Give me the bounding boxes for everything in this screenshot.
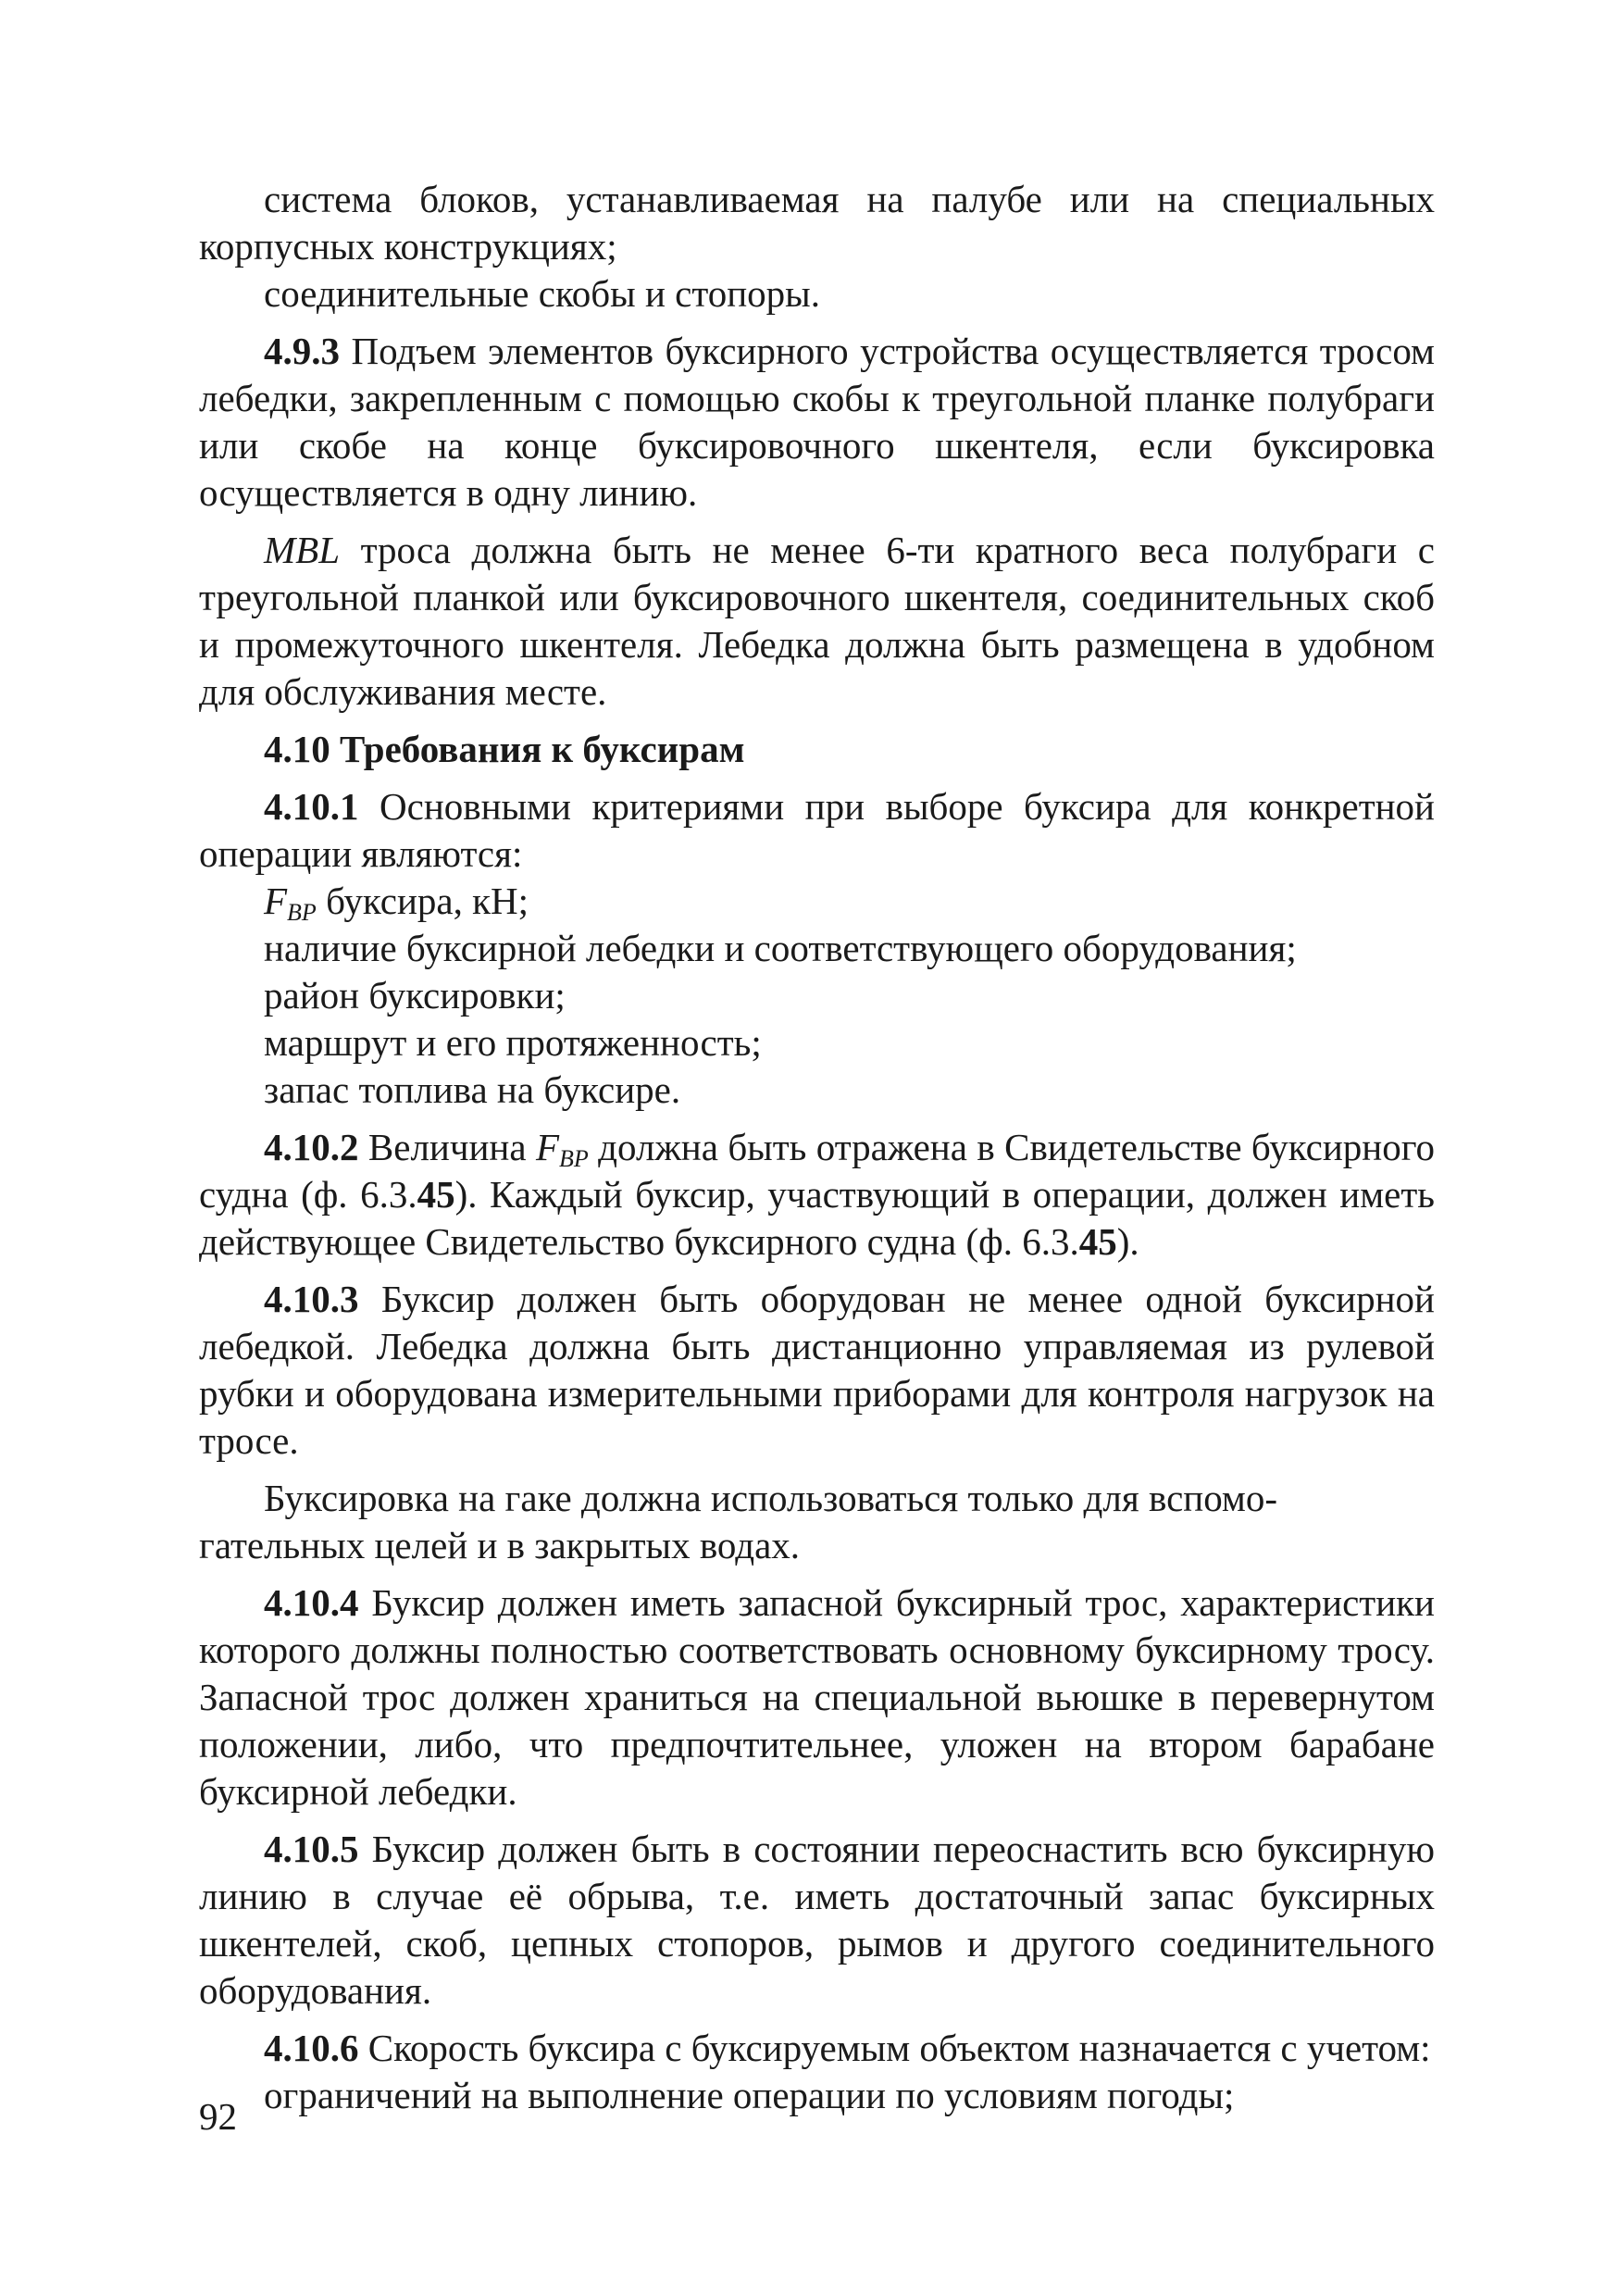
list-item-area: район буксировки; — [264, 974, 566, 1017]
clause-number: 4.10.4 — [264, 1581, 359, 1624]
clause-number: 4.9.3 — [264, 330, 340, 372]
paragraph-4-10-4 — [199, 1579, 1435, 1816]
list-item-route: маршрут и его протяженность; — [264, 1021, 762, 1064]
paragraph-line: Буксировка на гаке должна использоваться только для вспомо- — [264, 1477, 1278, 1519]
document-body — [199, 176, 1435, 2119]
paragraph-text: ). Каждый буксир, участвующий в операции, должен иметь действующее Свидетельство буксирного судна (ф. 6.3. — [199, 1173, 1435, 1263]
clause-number: 4.10.3 — [264, 1278, 359, 1320]
clause-number: 4.10.6 — [264, 2027, 359, 2069]
list-item-winch: наличие буксирной лебедки и соответствующего оборудования; — [264, 927, 1297, 969]
paragraph-line: гательных целей и в закрытых водах. — [199, 1524, 801, 1566]
section-heading-4-10: 4.10 Требования к буксирам — [264, 728, 745, 770]
paragraph-hook-towing — [199, 1475, 1435, 1569]
clause-number: 4.10.2 — [264, 1126, 359, 1168]
paragraph-text: Скорость буксира с буксируемым объектом назначается с учетом: — [358, 2027, 1431, 2069]
paragraph-text: должна быть отражена в Свидетельстве буксирного судна (ф. 6.3. — [199, 1126, 1435, 1216]
page-number: 92 — [199, 2095, 237, 2138]
paragraph-text: Буксир должен быть в состоянии переоснастить всю буксирную линию в случае её обрыва, т.е. иметь достаточный запас буксирных шкентелей, скоб, цепных стопоров, рымов и другого соединительного оборудования. — [199, 1828, 1435, 2012]
paragraph-blocks-system — [199, 176, 1435, 270]
paragraph-text: ). — [1116, 1220, 1139, 1263]
paragraph-4-9-3 — [199, 328, 1435, 517]
fbp-subscript: BP — [559, 1145, 589, 1172]
list-item-weather: ограничений на выполнение операции по условиям погоды; — [264, 2074, 1235, 2116]
paragraph-mbl — [199, 527, 1435, 716]
paragraph-shackles — [199, 270, 1435, 318]
form-number: 45 — [417, 1173, 455, 1216]
fbp-subscript: BP — [287, 899, 317, 926]
fbp-symbol: F — [264, 880, 288, 922]
paragraph-text: Основными критериями при выборе буксира для конкретной операции являются: — [199, 785, 1435, 875]
clause-number: 4.10.1 — [264, 785, 359, 828]
mbl-term: MBL — [264, 529, 340, 571]
paragraph-4-10-1 — [199, 783, 1435, 878]
paragraph-text: Буксир должен быть оборудован не менее одной буксирной лебедкой. Лебедка должна быть дистанционно управляемая из рулевой рубки и оборудована измерительными приборами для контроля нагрузок на тросе. — [199, 1278, 1435, 1462]
paragraph-text: троса должна быть не менее 6-ти кратного веса полубраги с треугольной планкой или буксировочного шкентеля, соединительных скоб и промежуточного шкентеля. Лебедка должна быть размещена в удобном для обслуживания месте. — [199, 529, 1435, 713]
paragraph-text: соединительные скобы и стопоры. — [264, 272, 820, 315]
paragraph-4-10-2 — [199, 1124, 1435, 1266]
paragraph-text: Буксир должен иметь запасной буксирный трос, характеристики которого должны полностью соответствовать основному буксирному тросу. Запасной трос должен храниться на специальной вьюшке в перевернутом положении, либо, что предпочтительнее, уложен на втором барабане буксирной лебедки. — [199, 1581, 1435, 1813]
paragraph-text: система блоков, устанавливаемая на палубе или на специальных корпусных конструкциях; — [199, 178, 1435, 268]
paragraph-text: Величина — [358, 1126, 536, 1168]
list-item-fbp — [199, 878, 1435, 925]
form-number: 45 — [1078, 1220, 1117, 1263]
list-item-text: буксира, кН; — [316, 880, 529, 922]
list-item-fuel: запас топлива на буксире. — [264, 1068, 681, 1111]
fbp-symbol: F — [535, 1126, 559, 1168]
clause-number: 4.10.5 — [264, 1828, 359, 1870]
paragraph-4-10-3 — [199, 1276, 1435, 1465]
paragraph-4-10-6 — [199, 2025, 1435, 2072]
paragraph-4-10-5 — [199, 1826, 1435, 2015]
paragraph-text: Подъем элементов буксирного устройства осуществляется тросом лебедки, закрепленным с помощью скобы к треугольной планке полубраги или скобе на конце буксировочного шкентеля, если буксировка осуществляется в одну линию. — [199, 330, 1435, 514]
